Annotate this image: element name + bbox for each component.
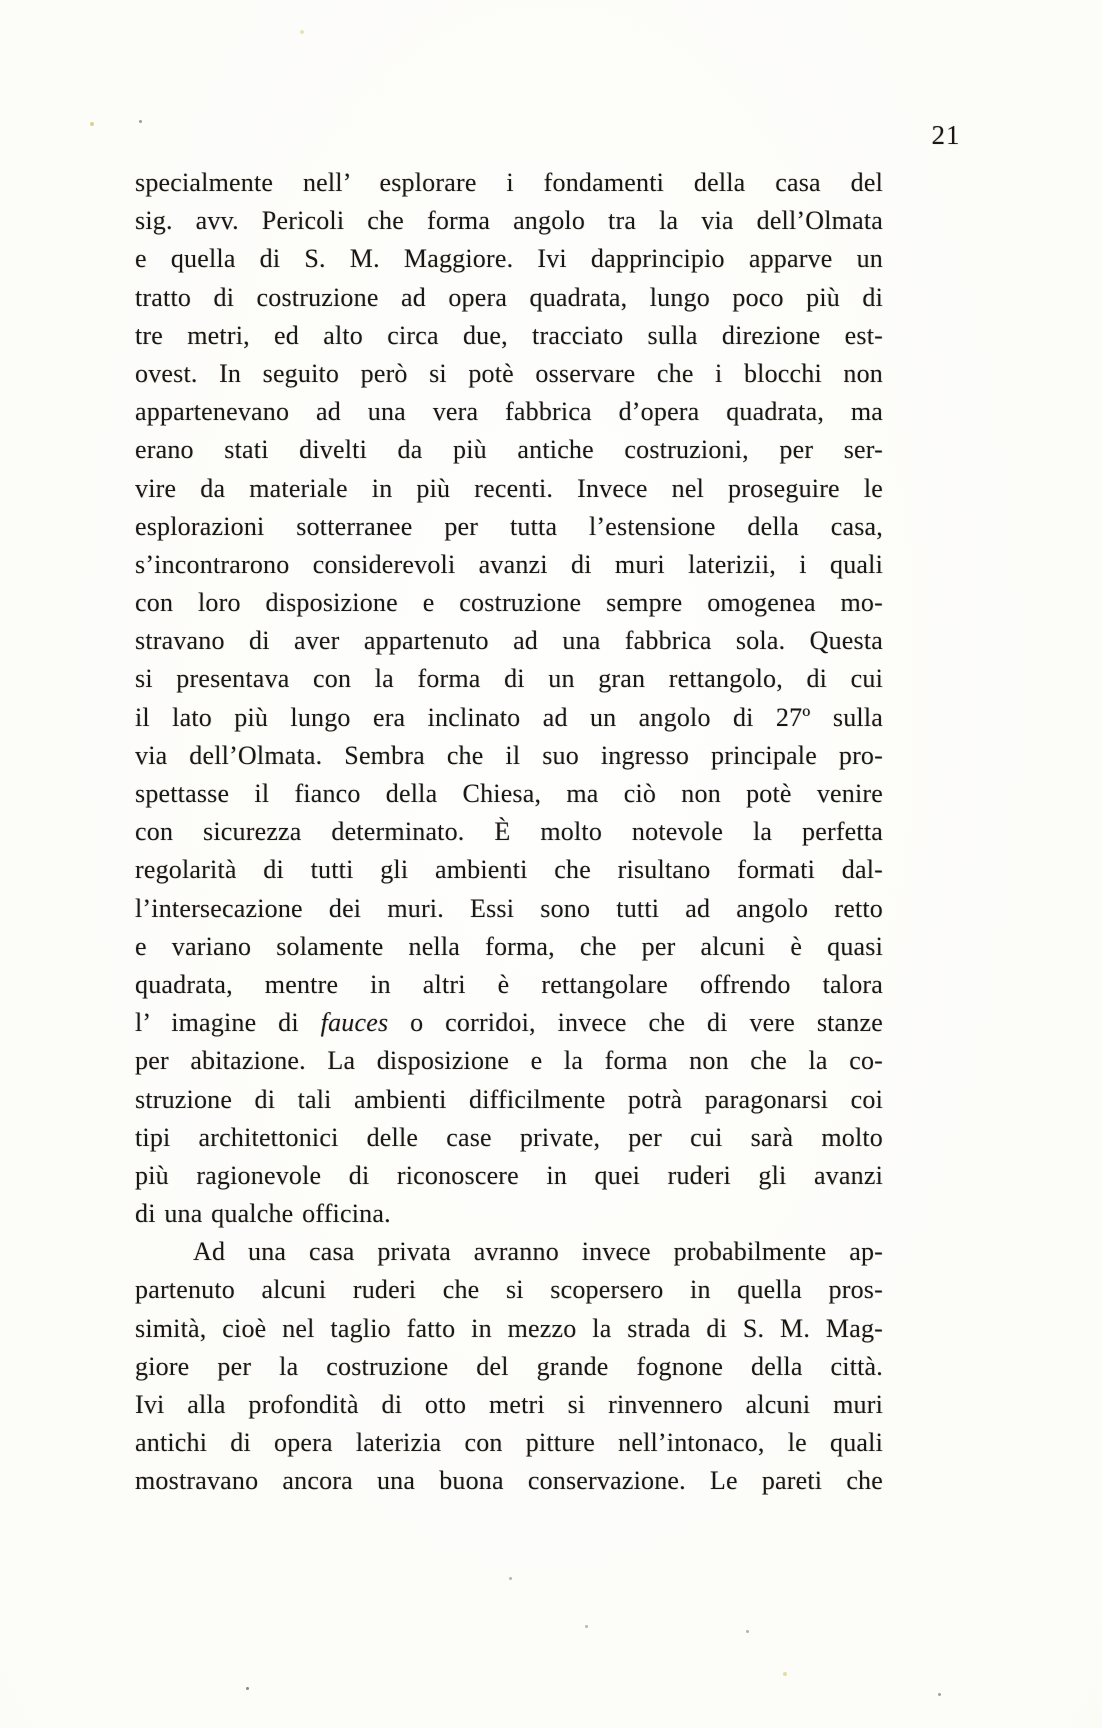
text-line [135,699,883,737]
text-segment: vire da materiale in più recenti. Invece nel proseguire le [135,473,883,503]
text-line [135,164,883,202]
text-segment: via dell’Olmata. Sembra che il suo ingresso principale pro- [135,740,883,770]
text-segment: per abitazione. La disposizione e la forma non che la co- [135,1046,883,1076]
text-line [135,431,883,469]
scan-speck [246,1687,249,1690]
text-segment: mostravano ancora una buona conservazione. Le pareti che [135,1466,883,1496]
text-line [135,1462,883,1500]
text-line [135,928,883,966]
scan-speck [746,1630,749,1633]
latin-term-fauces: fauces [320,1008,389,1038]
text-segment: con loro disposizione e costruzione sempre omogenea mo- [135,588,883,618]
text-line [135,775,883,813]
text-segment: il lato più lungo era inclinato ad un angolo di 27º sulla [135,702,883,732]
text-segment: partenuto alcuni ruderi che si scopersero in quella pros- [135,1275,883,1305]
scan-speck [139,120,142,123]
scan-speck [300,30,304,34]
text-segment: e variano solamente nella forma, che per alcuni è quasi [135,931,883,961]
text-segment: antichi di opera laterizia con pitture nell’intonaco, le quali [135,1428,883,1458]
text-line [135,1042,883,1080]
text-line [135,813,883,851]
scan-speck [90,122,94,126]
text-segment: tipi architettonici delle case private, per cui sarà molto [135,1122,883,1152]
text-segment: con sicurezza determinato. È molto notevole la perfetta [135,817,883,847]
text-segment: specialmente nell’ esplorare i fondamenti della casa del [135,168,883,197]
text-segment: giore per la costruzione del grande fognone della città. [135,1351,883,1381]
text-line [135,1424,883,1462]
text-segment: appartenevano ad una vera fabbrica d’opera quadrata, ma [135,397,883,427]
text-block [135,164,883,1501]
text-line [135,202,883,240]
text-line [135,1195,883,1233]
text-segment: l’intersecazione dei muri. Essi sono tutti ad angolo retto [135,893,883,923]
text-line [135,1233,883,1271]
text-segment: spettasse il fianco della Chiesa, ma ciò non potè venire [135,779,883,808]
text-line [135,1386,883,1424]
scan-speck [938,1693,941,1696]
text-line [135,737,883,775]
text-segment: ovest. In seguito però si potè osservare che i blocchi non [135,358,883,388]
text-segment: s’incontrarono considerevoli avanzi di muri laterizii, i quali [135,549,883,579]
text-line [135,622,883,660]
text-line [135,890,883,928]
text-line [135,317,883,355]
text-segment: stravano di aver appartenuto ad una fabbrica sola. Questa [135,626,883,656]
text-line [135,1081,883,1119]
text-line [135,1348,883,1386]
text-segment: sig. avv. Pericoli che forma angolo tra la via dell’Olmata [135,206,883,236]
text-segment: tratto di costruzione ad opera quadrata, lungo poco più di [135,282,883,312]
text-line [135,470,883,508]
text-segment: Ivi alla profondità di otto metri si rinvennero alcuni muri [135,1390,883,1419]
text-line [135,1157,883,1195]
text-segment: simità, cioè nel taglio fatto in mezzo la strada di S. M. Mag- [135,1313,883,1343]
text-line [135,546,883,584]
text-segment: regolarità di tutti gli ambienti che risultano formati dal- [135,855,883,885]
text-line [135,584,883,622]
text-line [135,1004,883,1042]
scan-speck [585,1625,588,1628]
text-line [135,240,883,278]
text-segment: di una qualche officina. [135,1199,391,1229]
text-segment: e quella di S. M. Maggiore. Ivi dapprincipio apparve un [135,244,883,274]
scan-speck [509,1577,512,1580]
text-line [135,851,883,889]
text-line [135,966,883,1004]
text-line [135,508,883,546]
text-line [135,1119,883,1157]
text-line [135,660,883,698]
text-segment: l’ imagine di [135,1008,321,1038]
text-segment: o corridoi, invece che di vere stanze [388,1008,883,1038]
text-segment: struzione di tali ambienti difficilmente potrà paragonarsi coi [135,1084,883,1114]
text-segment: tre metri, ed alto circa due, tracciato sulla direzione est- [135,320,883,350]
text-line [135,1310,883,1348]
text-segment: si presentava con la forma di un gran rettangolo, di cui [135,664,883,694]
text-line [135,393,883,431]
text-segment: Ad una casa privata avranno invece probabilmente ap- [193,1237,883,1267]
text-line [135,279,883,317]
page-number: 21 [931,120,961,150]
text-segment: erano stati divelti da più antiche costruzioni, per ser- [135,435,883,465]
scan-speck [783,1672,787,1676]
text-segment: quadrata, mentre in altri è rettangolare offrendo talora [135,969,883,999]
text-line [135,355,883,393]
text-segment: più ragionevole di riconoscere in quei ruderi gli avanzi [135,1160,883,1190]
text-line [135,1271,883,1309]
text-segment: esplorazioni sotterranee per tutta l’estensione della casa, [135,511,883,541]
